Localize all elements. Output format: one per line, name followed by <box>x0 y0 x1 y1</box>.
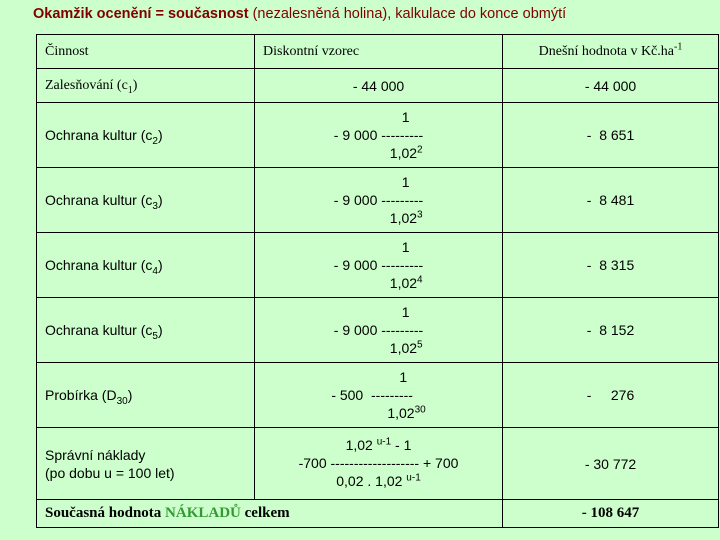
formula-cell <box>255 103 503 168</box>
admin-label-line1: Správní náklady <box>45 446 146 463</box>
discount-fraction: 1 - 9 000 --------- 1,02$^2$ <box>333 108 424 161</box>
value-cell: - 8 315 <box>503 233 719 298</box>
activity-cell: Ochrana kultur $(c_2)$ <box>37 103 255 168</box>
activity-cell: Probírka $(D_{30})$ <box>37 363 255 428</box>
table-row <box>37 298 719 363</box>
total-value: - 108 647 <box>503 500 719 528</box>
table-row <box>37 363 719 428</box>
activity-cell: Ochrana kultur $(c_3)$ <box>37 168 255 233</box>
table-row <box>37 103 719 168</box>
admin-label-line2: (po dobu u = 100 let) <box>45 464 175 481</box>
header-row <box>37 35 719 69</box>
total-label: Současná hodnota NÁKLADŮ celkem <box>37 500 503 528</box>
title-rest: (nezalesněná holina), kalkulace do konce obmýtí <box>248 6 567 22</box>
table-row <box>37 428 719 500</box>
page-title <box>33 6 566 22</box>
header-formula: Diskontní vzorec <box>255 35 503 69</box>
value-cell: - 8 651 <box>503 103 719 168</box>
formula-cell <box>255 233 503 298</box>
table-row <box>37 233 719 298</box>
annuity-fraction: 1,02 $^{u-1}$ - 1 -700 ------------------- + 700 0,02 . 1,02 $^{u-1}$ <box>298 436 459 489</box>
activity-cell: Ochrana kultur $(c_5)$ <box>37 298 255 363</box>
activity-cell <box>37 428 255 500</box>
discount-fraction: 1 - 500 --------- 1,02$^{30}$ <box>331 368 426 421</box>
formula-cell <box>255 428 503 500</box>
header-activity: Činnost <box>37 35 255 69</box>
cost-table <box>36 34 719 528</box>
title-bold: Okamžik ocenění = současnost <box>33 6 249 22</box>
header-value: Dnešní hodnota v $Kč.ha^{-1}$ <box>503 35 719 69</box>
value-cell: - 8 481 <box>503 168 719 233</box>
activity-cell: Ochrana kultur $(c_4)$ <box>37 233 255 298</box>
total-row <box>37 500 719 528</box>
value-cell: - 44 000 <box>503 69 719 103</box>
discount-fraction: 1 - 9 000 --------- 1,02$^3$ <box>333 173 424 226</box>
formula-cell <box>255 298 503 363</box>
formula-cell <box>255 363 503 428</box>
formula-cell: - 44 000 <box>255 69 503 103</box>
discount-fraction: 1 - 9 000 --------- 1,02$^5$ <box>333 303 424 356</box>
table-row <box>37 168 719 233</box>
value-cell: - 276 <box>503 363 719 428</box>
value-cell: - 30 772 <box>503 428 719 500</box>
discount-fraction: 1 - 9 000 --------- 1,02$^4$ <box>333 238 424 291</box>
value-cell: - 8 152 <box>503 298 719 363</box>
formula-cell <box>255 168 503 233</box>
table-row <box>37 69 719 103</box>
activity-cell: Zalesňování $(c_1)$ <box>37 69 255 103</box>
